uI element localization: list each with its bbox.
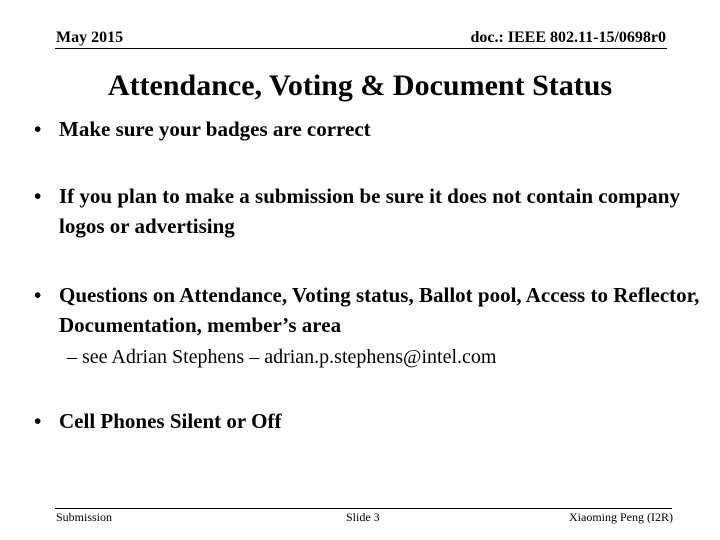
bullet-item (34, 114, 704, 144)
bullet-item (34, 406, 704, 436)
header-date: May 2015 (56, 29, 124, 46)
bullet-text: Questions on Attendance, Voting status, Ballot pool, Access to Reflector, Documentation, member’s area (59, 283, 700, 337)
footer-submission: Submission (56, 510, 113, 524)
slide-title: Attendance, Voting & Document Status (107, 69, 613, 102)
bullet-marker: • (34, 283, 42, 307)
bullet-marker: • (34, 184, 42, 208)
footer-author: Xiaoming Peng (I2R) (569, 510, 673, 524)
footer-divider (55, 508, 672, 509)
header-doc-id: doc.: IEEE 802.11-15/0698r0 (470, 29, 666, 46)
bullet-text: Make sure your badges are correct (59, 117, 371, 141)
footer-slide-number: Slide 3 (346, 510, 380, 524)
bullet-text: Cell Phones Silent or Off (59, 409, 282, 433)
header-divider (55, 48, 667, 49)
sub-bullet-contact: – see Adrian Stephens – adrian.p.stephens@intel.com (67, 346, 497, 368)
bullet-item (34, 181, 704, 241)
bullet-text: If you plan to make a submission be sure it does not contain company logos or advertising (59, 184, 680, 238)
bullet-marker: • (34, 409, 42, 433)
bullet-marker: • (34, 117, 42, 141)
bullet-item (34, 280, 704, 340)
